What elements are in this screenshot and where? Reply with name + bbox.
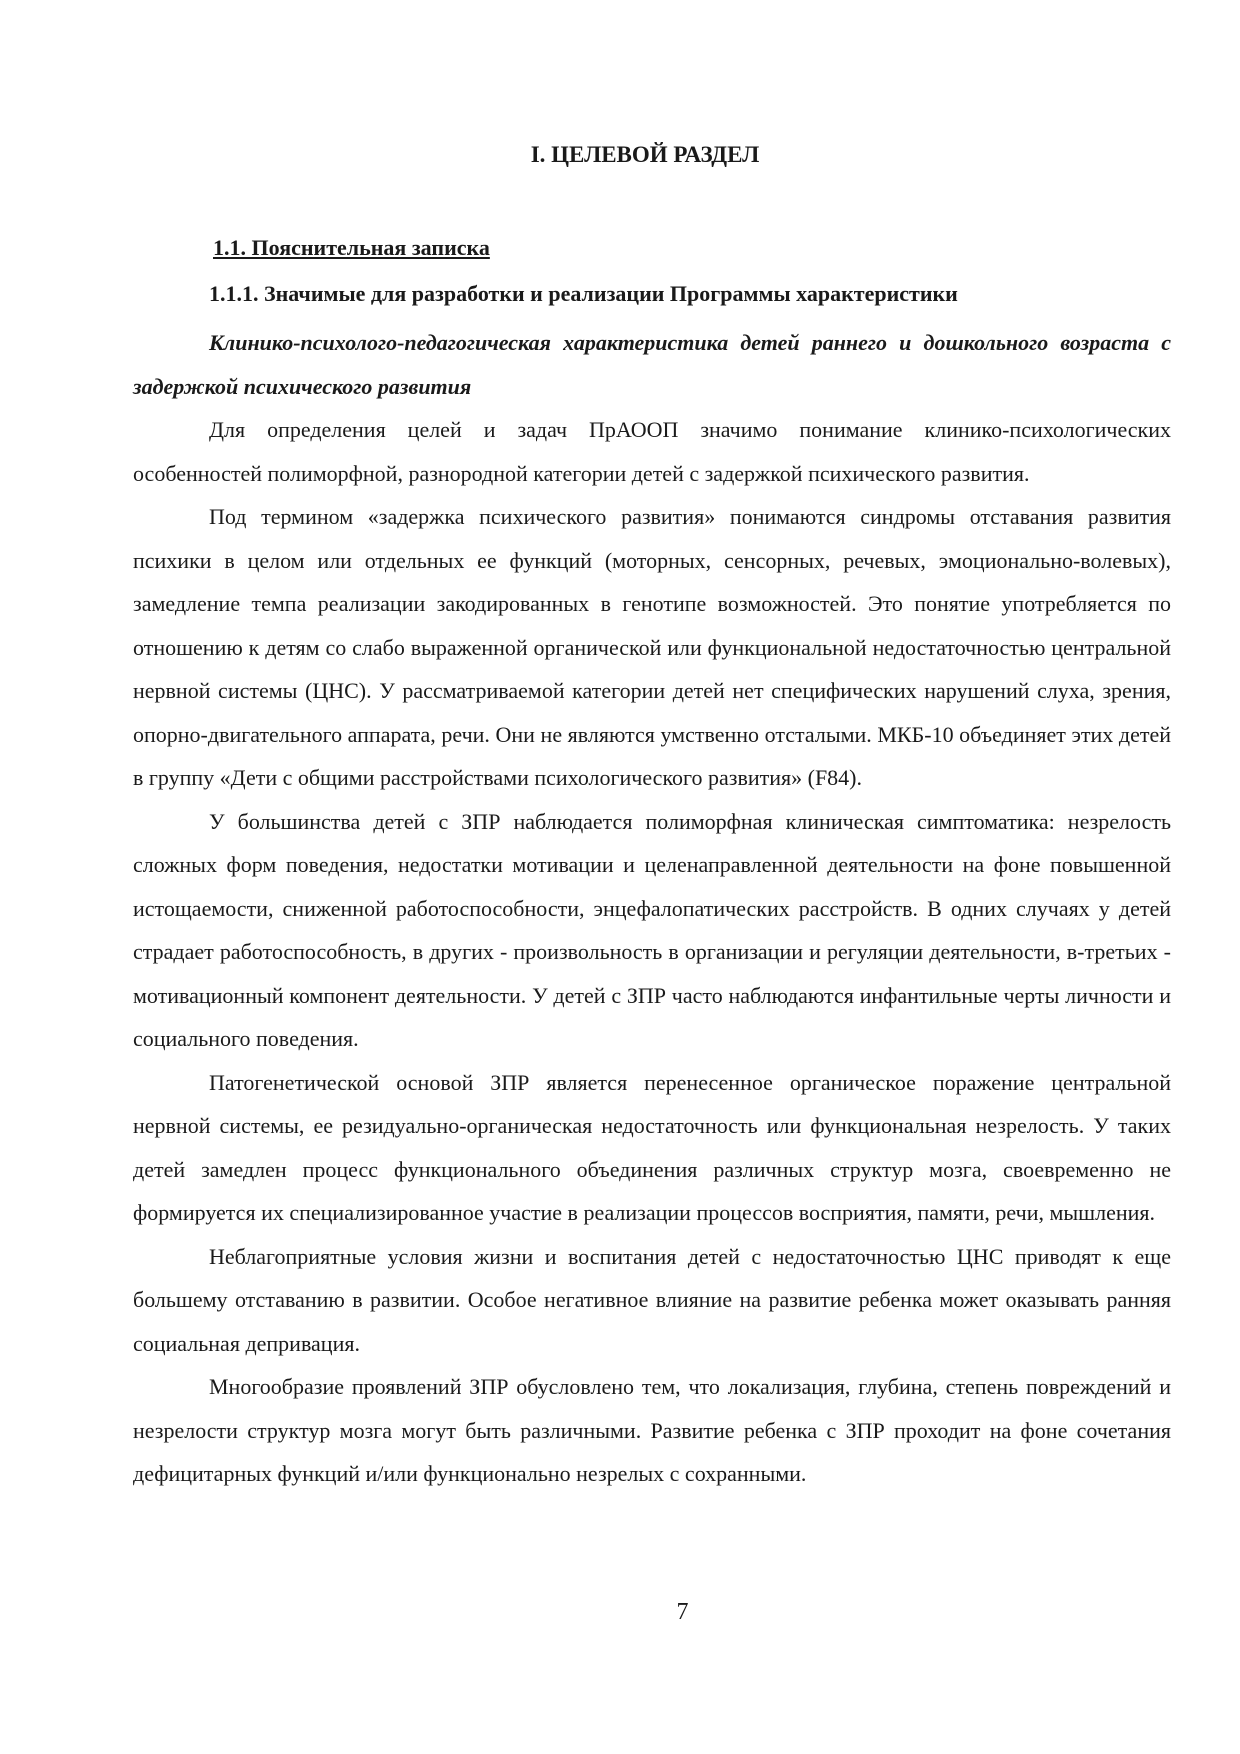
subsubsection-title: 1.1.1. Значимые для разработки и реализации Программы характеристики [209,281,958,306]
lead-heading: Клинико-психолого-педагогическая характеристика детей раннего и дошкольного возраста с задержкой психического развития [133,330,1171,399]
paragraph: Неблагоприятные условия жизни и воспитания детей с недостаточностью ЦНС приводят к еще большему отставанию в развитии. Особое негативное влияние на развитие ребенка может оказывать ранняя социальная депривация. [133,1243,1171,1356]
paragraph: Многообразие проявлений ЗПР обусловлено тем, что локализация, глубина, степень повреждений и незрелости структур мозга могут быть различными. Развитие ребенка с ЗПР проходит на фоне сочетания дефицитарных функций и/или функционально незрелых с сохранными. [133,1374,1171,1486]
paragraph: Патогенетической основой ЗПР является перенесенное органическое поражение центральной нервной системы, ее резидуально-органическая недостаточность или функциональная незрелость. У таких детей замедлен процесс функционального объединения различных структур мозга, своевременно не формируется их специализированное участие в реализации процессов восприятия, памяти, речи, мышления. [133,1069,1171,1225]
page-number: 7 [676,1599,689,1625]
paragraph: Для определения целей и задач ПрАООП значимо понимание клинико-психологических особенностей полиморфной, разнородной категории детей с задержкой психического развития. [133,417,1171,486]
body-text [133,321,1171,1496]
subsection-title: 1.1. Пояснительная записка [213,235,490,260]
paragraph: У большинства детей с ЗПР наблюдается полиморфная клиническая симптоматика: незрелость сложных форм поведения, недостатки мотивации и целенаправленной деятельности на фоне повышенной истощаемости, сниженной работоспособности, энцефалопатических расстройств. В одних случаях у детей страдает работоспособность, в других - произвольность в организации и регуляции деятельности, в-третьих - мотивационный компонент деятельности. У детей с ЗПР часто наблюдаются инфантильные черты личности и социального поведения. [133,808,1171,1051]
paragraph: Под термином «задержка психического развития» понимаются синдромы отставания развития психики в целом или отдельных ее функций (моторных, сенсорных, речевых, эмоционально-волевых), замедление темпа реализации закодированных в генотипе возможностей. Это понятие употребляется по отношению к детям со слабо выраженной органической или функциональной недостаточностью центральной нервной системы (ЦНС). У рассматриваемой категории детей нет специфических нарушений слуха, зрения, опорно-двигательного аппарата, речи. Они не являются умственно отсталыми. МКБ-10 объединяет этих детей в группу «Дети с общими расстройствами психологического развития» (F84). [133,504,1171,790]
section-title: I. ЦЕЛЕВОЙ РАЗДЕЛ [530,142,760,167]
